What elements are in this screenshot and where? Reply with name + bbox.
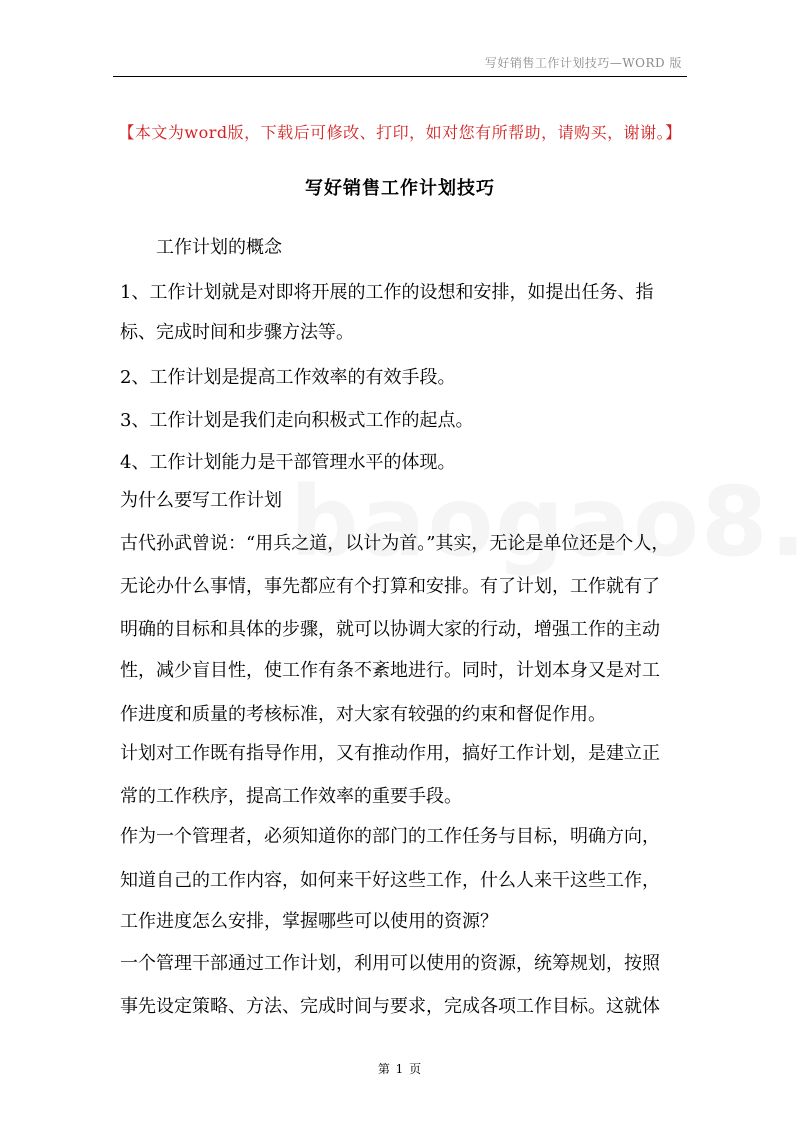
body-line: 明确的目标和具体的步骤，就可以协调大家的行动，增强工作的主动 [120,619,660,640]
body-line: 工作进度怎么安排，掌握哪些可以使用的资源？ [120,911,498,932]
body-line: 作进度和质量的考核标准，对大家有较强的约束和督促作用。 [120,704,606,725]
watermark [290,466,800,578]
body-line: 作为一个管理者，必须知道你的部门的工作任务与目标，明确方向， [120,826,660,847]
body-line: 1、工作计划就是对即将开展的工作的设想和安排，如提出任务、指 [120,282,654,303]
purchase-notice: 【本文为word版，下载后可修改、打印，如对您有所帮助，请购买，谢谢。】 [118,123,682,142]
running-header: 写好销售工作计划技巧—WORD 版 [484,56,682,70]
document-title: 写好销售工作计划技巧 [305,178,495,199]
body-line: 3、工作计划是我们走向积极式工作的起点。 [120,410,474,431]
section-heading-concept: 工作计划的概念 [156,237,282,258]
body-line: 一个管理干部通过工作计划，利用可以使用的资源，统筹规划，按照 [120,953,660,974]
body-line: 常的工作秩序，提高工作效率的重要手段。 [120,786,462,807]
section-heading-why: 为什么要写工作计划 [120,490,282,511]
body-line: 计划对工作既有指导作用，又有推动作用，搞好工作计划，是建立正 [120,743,660,764]
body-line: 4、工作计划能力是干部管理水平的体现。 [120,452,456,473]
body-line: 古代孙武曾说：“用兵之道，以计为首。”其实，无论是单位还是个人， [120,533,670,554]
body-line: 无论办什么事情，事先都应有个打算和安排。有了计划，工作就有了 [120,576,660,597]
header-rule [113,76,687,77]
body-line: 事先设定策略、方法、完成时间与要求，完成各项工作目标。这就体 [120,996,660,1017]
page-number: 第 1 页 [377,1062,423,1076]
body-line: 2、工作计划是提高工作效率的有效手段。 [120,367,456,388]
body-line: 知道自己的工作内容，如何来干好这些工作，什么人来干这些工作， [120,870,660,891]
body-line: 标、完成时间和步骤方法等。 [120,322,354,343]
body-line: 性，减少盲目性，使工作有条不紊地进行。同时，计划本身又是对工 [120,660,660,681]
